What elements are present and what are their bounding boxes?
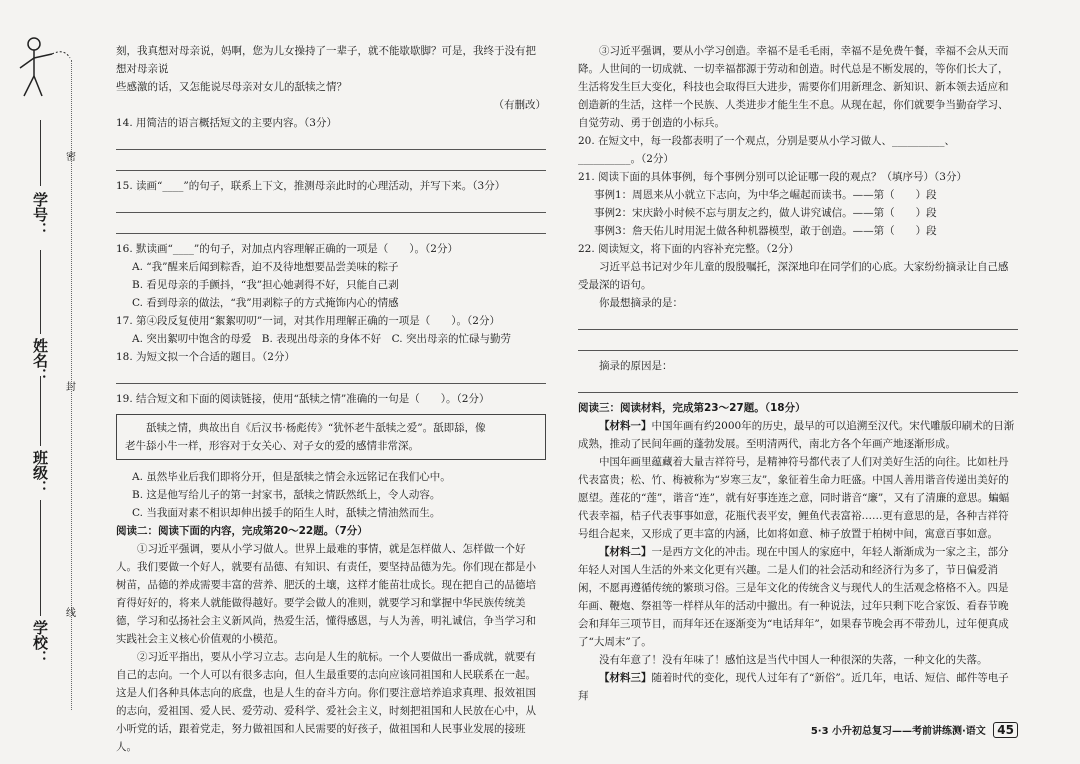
example-3: 事例3：詹天佑儿时用泥土做各种机器模型，敢于创造。——第（ ）段 bbox=[594, 225, 937, 237]
question-22-text: 习近平总书记对少年儿童的殷殷嘱托，深深地印在同学们的心底。大家纷纷摘录让自己感受最深的语句。 bbox=[578, 261, 1009, 291]
excerpt-prompt: 你最想摘录的是： bbox=[599, 297, 683, 309]
material-2-tag: 【材料二】 bbox=[599, 546, 652, 558]
section-heading-2: 阅读二：阅读下面的内容，完成第20～22题。（7分） bbox=[116, 525, 368, 537]
answer-line[interactable] bbox=[116, 219, 546, 234]
seal-mark-line: 线 bbox=[66, 608, 76, 619]
example-2: 事例2：宋庆龄小时候不忘与朋友之约，做人讲究诚信。——第（ ）段 bbox=[594, 207, 937, 219]
material-3-text: 随着时代的变化，现代人过年有了“新俗”。近几年，电话、短信、邮件等电子拜 bbox=[578, 672, 1009, 702]
option-19a: A. 虽然毕业后我们即将分开，但是舐犊之情会永远铭记在我们心中。 bbox=[132, 471, 451, 483]
options-17: A. 突出絮叨中饱含的母爱 B. 表现出母亲的身体不好 C. 突出母亲的忙碌与勤劳 bbox=[132, 333, 511, 345]
material-1 bbox=[578, 417, 1018, 453]
material-2 bbox=[578, 543, 1018, 651]
passage-tail-2: 些感激的话，又怎能说尽母亲对女儿的舐犊之情？ bbox=[116, 81, 347, 93]
name-blank bbox=[40, 250, 41, 334]
example-1: 事例1：周恩来从小就立下志向，为中华之崛起而读书。——第（ ）段 bbox=[594, 189, 937, 201]
question-16: 16. 默读画“____”的句子，对加点内容理解正确的一项是（ ）。（2分） bbox=[116, 243, 458, 255]
section-heading-3: 阅读三：阅读材料，完成第23～27题。（18分） bbox=[578, 402, 806, 414]
material-1-text: 中国年画有约2000年的历史，最早的可以追溯至汉代。宋代雕版印刷术的日渐成熟，推动了民间年画的蓬勃发展。至明清两代，南北方各个年画产地逐渐形成。 bbox=[578, 420, 1015, 450]
right-column bbox=[578, 42, 1018, 705]
answer-line[interactable] bbox=[578, 336, 1018, 351]
question-22: 22. 阅读短文，将下面的内容补充完整。（2分） bbox=[578, 243, 799, 255]
material-2-text: 一是西方文化的冲击。现在中国人的家庭中，年轻人渐渐成为一家之主，部分年轻人对国人生活的外来文化更有兴趣。二是人们的社会活动和经济行为多了，节日偏爱消闲，不愿再遵循传统的繁琐习俗。三是年文化的传统含义与现代人的生活观念格格不入。四是年画、鞭炮、祭祖等一样样从年的活动中撤出。有一种说法，过年只剩下吃合家饭、看春节晚会和拜年三项节目，而拜年还在逐渐变为“电话拜年”，如果春节晚会再不带劲儿，过年便真成了“大周末”了。 bbox=[578, 546, 1009, 648]
page-footer bbox=[811, 722, 1018, 738]
answer-line[interactable] bbox=[578, 315, 1018, 330]
option-16b: B. 看见母亲的手颤抖，“我”担心她剥得不好，只能自己剥 bbox=[132, 279, 399, 291]
footer-title: 5·3 小升初总复习——考前讲练测·语文 bbox=[810, 726, 986, 737]
school-label: 学校： bbox=[31, 620, 49, 665]
name-label: 姓名： bbox=[31, 338, 49, 383]
answer-line[interactable] bbox=[116, 369, 546, 384]
class-blank bbox=[40, 376, 41, 446]
answer-line[interactable] bbox=[116, 198, 546, 213]
material-1-paragraph-2: 中国年画里蕴藏着大量吉祥符号，是精神符号都代表了人们对美好生活的向往。比如杜丹代表富贵；松、竹、梅被称为“岁寒三友”，象征着生命力旺盛。中国人善用谐音传递出美好的愿望。莲花的“莲”，谐音“连”，就有好事连连之意，同时谐音“廉”，又有了清廉的意思。蝙蝠代表幸福，桔子代表事事如意，花瓶代表平安，鲤鱼代表富裕……更有意思的是，各种吉祥符号组合起来，又形成了更丰富的内涵，比如将如意、柿子放置于柏树中间，寓意百事如意。 bbox=[578, 456, 1010, 540]
question-21: 21. 阅读下面的具体事例，每个事例分别可以论证哪一段的观点？（填序号）（3分） bbox=[578, 171, 967, 183]
material-3 bbox=[578, 669, 1018, 705]
seal-mark-feng: 封 bbox=[66, 382, 76, 393]
reason-prompt: 摘录的原因是： bbox=[599, 360, 673, 372]
question-15: 15. 读画“____”的句子，联系上下文，推测母亲此时的心理活动，并写下来。（3分） bbox=[116, 180, 506, 192]
question-19: 19. 结合短文和下面的阅读链接，使用“舐犊之情”准确的一句是（ ）。（2分） bbox=[116, 393, 490, 405]
option-19b: B. 这是他写给儿子的第一封家书，舐犊之情跃然纸上，令人动容。 bbox=[132, 489, 441, 501]
binding-margin bbox=[0, 0, 96, 764]
class-label: 班级： bbox=[31, 450, 49, 495]
material-1-tag: 【材料一】 bbox=[599, 420, 652, 432]
paragraph-2: ②习近平指出，要从小学习立志。志向是人生的航标。一个人要做出一番成就，就要有自己的志向。一个人可以有很多志向，但人生最重要的志向应该同祖国和人民联系在一起。这是人们各种具体志向的底盘，也是人生的奋斗方向。你们要注意培养追求真理、报效祖国的志向，爱祖国、爱人民、爱劳动、爱科学、爱社会主义，时刻把祖国和人民放在心中，从小听党的话，跟着党走，努力做祖国和人民需要的好孩子，做祖国和人民事业发展的接班人。 bbox=[116, 651, 536, 753]
paragraph-1: ①习近平强调，要从小学习做人。世界上最难的事情，就是怎样做人、怎样做一个好人。我们要做一个好人，就要有品德、有知识、有责任，要坚持品德为先。你们现在都是小树苗，品德的养成需要丰富的营养、肥沃的土壤，这样才能苗壮成长。现在把自己的品德培育得好好的，将来人就能做得越好。要学会做人的准则，就要学习和掌握中华民族传统美德，学习和弘扬社会主义新风尚，热爱生活，懂得感恩，与人为善，明礼诚信，争当学习和实践社会主义核心价值观的小模范。 bbox=[116, 543, 536, 645]
reading-link-line-2: 老牛舔小牛一样，形容对于女关心、对子女的爱的感情非常深。 bbox=[125, 440, 419, 452]
option-19c: C. 当我面对素不相识却伸出援手的陌生人时，舐犊之情油然而生。 bbox=[132, 507, 441, 519]
school-blank bbox=[40, 500, 41, 616]
reading-link-box bbox=[116, 414, 546, 460]
option-16c: C. 看到母亲的做法，“我”用剥粽子的方式掩饰内心的情感 bbox=[132, 297, 399, 309]
question-17: 17. 第④段反复使用“絮絮叨叨”一词，对其作用理解正确的一项是（ ）。（2分） bbox=[116, 315, 500, 327]
answer-line[interactable] bbox=[116, 135, 546, 150]
option-16a: A. “我”醒来后闻到粽香，迫不及待地想要品尝美味的粽子 bbox=[132, 261, 399, 273]
question-18: 18. 为短文拟一个合适的题目。（2分） bbox=[116, 351, 295, 363]
answer-line[interactable] bbox=[578, 378, 1018, 393]
passage-tail-1: 刻，我真想对母亲说，妈啊，您为儿女操持了一辈子，就不能歇歇脚？可是，我终于没有把想对母亲说 bbox=[116, 45, 536, 75]
question-14: 14. 用简洁的语言概括短文的主要内容。（3分） bbox=[116, 117, 337, 129]
answer-line[interactable] bbox=[116, 156, 546, 171]
seal-mark: 密 bbox=[66, 152, 76, 163]
source-note: （有删改） bbox=[493, 99, 546, 111]
left-column bbox=[116, 42, 546, 756]
question-20: 20. 在短文中，每一段都表明了一个观点，分别是要从小学习做人、__________、__________。（2分） bbox=[578, 135, 956, 165]
stick-figure-icon bbox=[12, 34, 72, 104]
material-3-tag: 【材料三】 bbox=[599, 672, 652, 684]
student-id-blank bbox=[40, 120, 41, 186]
reading-link-line-1: 舐犊之情，典故出自《后汉书·杨彪传》“犹怀老牛舐犊之爱”。舐即舔，像 bbox=[146, 422, 486, 434]
paragraph-3: ③习近平强调，要从小学习创造。幸福不是毛毛雨，幸福不是免费午餐，幸福不会从天而降。人世间的一切成就、一切幸福都源于劳动和创造。时代总是不断发展的，等你们长大了，生活将发生巨大变化，科技也会取得巨大进步，需要你们用新理念、新知识、新本领去适应和创造新的生活，这样一个民族、人类进步才能生生不息。从现在起，你们就要争当勤奋学习、自觉劳动、勇于创造的小标兵。 bbox=[578, 45, 1009, 129]
material-2-paragraph-2: 没有年意了！没有年味了！感怕这是当代中国人一种很深的失落，一种文化的失落。 bbox=[599, 654, 988, 666]
page-number: 45 bbox=[993, 722, 1018, 738]
student-id-label: 学号： bbox=[31, 192, 49, 237]
